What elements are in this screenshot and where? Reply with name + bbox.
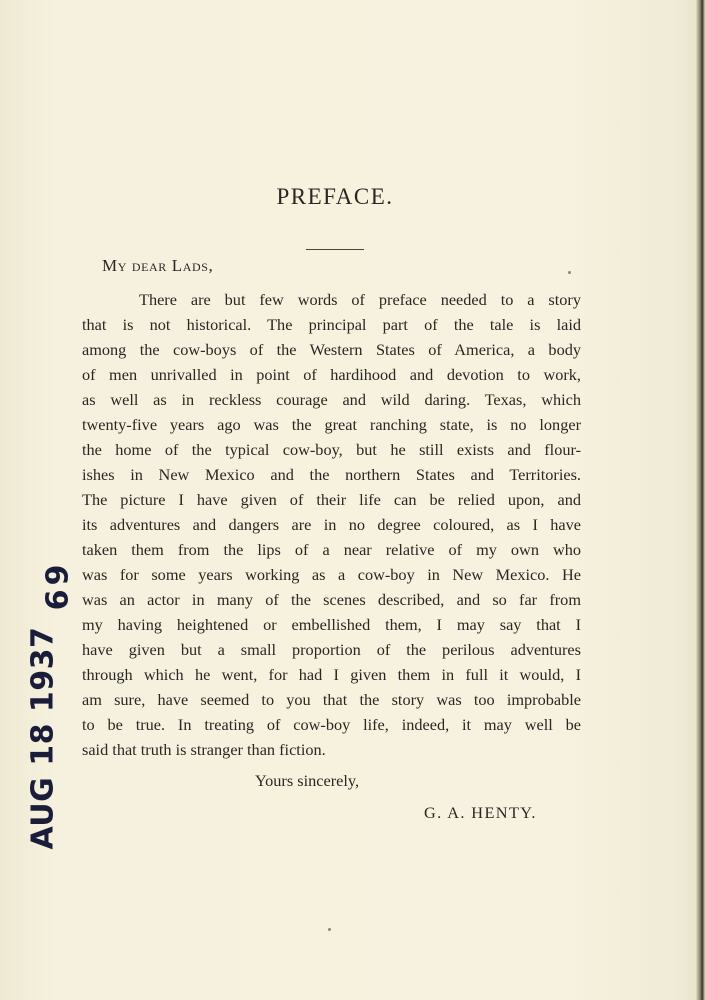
- body-line: my having heightened or embellished them, I may say that I: [82, 615, 581, 634]
- body-line: of men unrivalled in point of hardihood and devotion to work,: [82, 365, 581, 384]
- body-line: the home of the typical cow-boy, but he still exists and flour-: [82, 440, 581, 459]
- body-line: twenty-five years ago was the great ranching state, is no longer: [82, 415, 581, 434]
- body-line: taken them from the lips of a near relative of my own who: [82, 540, 581, 559]
- paper-speck: [328, 928, 331, 931]
- body-line: ishes in New Mexico and the northern States and Territories.: [82, 465, 581, 484]
- author-signature: G. A. HENTY.: [424, 803, 537, 822]
- salutation: My dear Lads,: [102, 256, 214, 275]
- closing-salutation: Yours sincerely,: [255, 771, 360, 790]
- preface-body: [82, 287, 581, 762]
- stamp-number-text: 69: [37, 564, 73, 615]
- body-line: The picture I have given of their life can be relied upon, and: [82, 490, 581, 509]
- body-line: was an actor in many of the scenes described, and so far from: [82, 590, 581, 609]
- library-stamp-number: [20, 560, 73, 620]
- page-binding-edge: [696, 0, 705, 1000]
- body-line: There are but few words of preface needed to a story: [139, 290, 581, 309]
- paper-speck: [568, 271, 571, 274]
- title-divider: [306, 249, 364, 250]
- body-line: said that truth is stranger than fiction.: [82, 740, 326, 759]
- body-line: among the cow-boys of the Western States of America, a body: [82, 340, 581, 359]
- body-line: that is not historical. The principal part of the tale is laid: [82, 315, 581, 334]
- body-line: to be true. In treating of cow-boy life, indeed, it may well be: [82, 715, 581, 734]
- body-line: through which he went, for had I given them in full it would, I: [82, 665, 581, 684]
- body-line: have given but a small proportion of the perilous adventures: [82, 640, 581, 659]
- body-line: as well as in reckless courage and wild daring. Texas, which: [82, 390, 581, 409]
- library-date-stamp: [6, 626, 86, 850]
- body-line: am sure, have seemed to you that the story was too improbable: [82, 690, 581, 709]
- stamp-date-text: AUG 18 1937: [25, 626, 61, 850]
- body-line: its adventures and dangers are in no degree coloured, as I have: [82, 515, 581, 534]
- page-title: PREFACE.: [276, 184, 394, 209]
- body-line: was for some years working as a cow-boy in New Mexico. He: [82, 565, 581, 584]
